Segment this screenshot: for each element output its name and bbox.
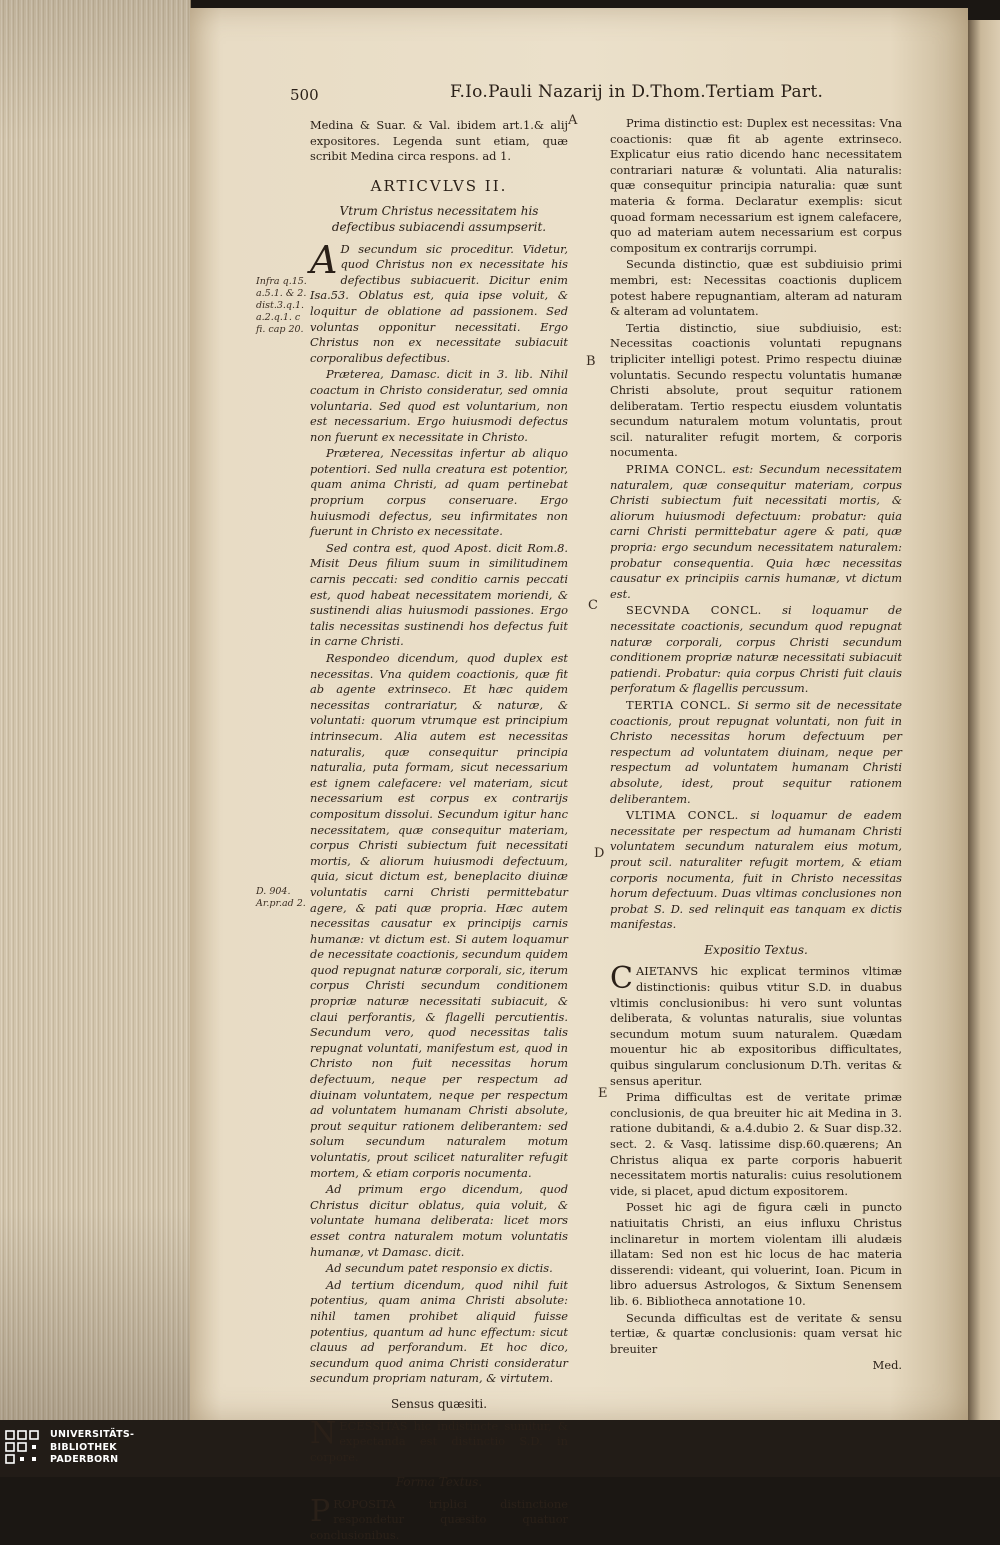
sensus-heading: Sensus quæsiti. — [390, 1396, 488, 1411]
tertia-conclusio — [610, 698, 902, 807]
prima-distinctio: Prima distinctio est: Duplex est necessitas: Vna coactionis: quæ fit ab agente extrinseco. Explicatur eius ratio dicendo hanc necessitatem contrariari naturæ & voluntati. Alia naturalis: quæ consequitur principia naturalia: quæ sunt materia & forma. Declaratur exemplis: sicut quoad formam necessarium est ignem calefacere, quo ad materiam autem necessarium est corpus compositum ex contrarijs corrumpi. — [610, 116, 902, 255]
page-header — [290, 82, 980, 116]
dropcap-p: P — [310, 1493, 331, 1529]
facing-page-edge — [968, 20, 1000, 1420]
library-logo-icon — [2, 1427, 46, 1471]
secunda-distinctio: Secunda distinctio, quæ est subdiuisio primi membri, est: Necessitas coactionis duplicem potest habere repugnantiam, alteram ad naturam & alteram ad voluntatem. — [610, 257, 902, 319]
vltima-conclusio — [610, 808, 902, 933]
section-letter-b: B — [586, 354, 596, 369]
forma-heading: Forma Textus. — [395, 1475, 483, 1490]
objection-3: Præterea, Necessitas infertur ab aliquo potentiori. Sed nulla creatura est potentior, quam anima Christi, ad quam pertinebat proprium corpus conseruare. Ergo huiusmodi defectus, seu infirmitates non fuerunt in Christo ex necessitate. — [310, 446, 568, 539]
expositio-text — [610, 961, 902, 1089]
right-column — [610, 116, 902, 1375]
secunda-conclusio — [610, 603, 902, 697]
forma-text — [310, 1493, 568, 1544]
library-name-line-3: PADERBORN — [50, 1454, 119, 1465]
dropcap-a: A — [310, 237, 338, 282]
running-head: F.Io.Pauli Nazarij in D.Thom.Tertiam Part. — [450, 82, 824, 102]
conclusio-lead: VLTIMA CONCL. — [626, 808, 739, 823]
library-logo-text — [50, 1429, 134, 1467]
objection-1-text: D secundum sic proceditur. Videtur, quod Christus non ex necessitate his defectibus subiacuerit. Dicitur enim Isa.53. Oblatus est, quia ipse voluit, & loquitur de oblatione ad passionem. Sed voluntas opponitur necessitati. Ergo Christus non ex necessitate subiacuit corporalibus defectibus. — [310, 241, 568, 365]
book-fore-edge — [0, 0, 191, 1420]
book-page — [190, 8, 968, 1543]
library-name-line-2: BIBLIOTHEK — [50, 1441, 117, 1453]
prima-conclusio — [610, 462, 902, 602]
section-letter-e: E — [598, 1086, 608, 1101]
tertia-distinctio: Tertia distinctio, siue subdiuisio, est: Necessitas coactionis voluntati repugnans tripliciter intelligi potest. Primo respectu diuinæ voluntatis. Secundo respectu voluntatis humanæ Christi absolute, prout sequitur rationem deliberatam. Tertio respectu eiusdem voluntatis secundum naturalem motum voluntatis, prout scil. naturaliter refugit mortem, & corporis nocumenta. — [610, 320, 902, 460]
ad-primum: Ad primum ergo dicendum, quod Christus dicitur oblatus, quia voluit, & voluntate humana deliberata: licet mors esset contra naturalem motum voluntatis humanæ, vt Damasc. dicit. — [310, 1182, 568, 1259]
ad-tertium: Ad tertium dicendum, quod nihil fuit potentius, quam anima Christi absolute: nihil tamen prohibet aliquid fuisse potentius, quantum ad hunc effectum: sicut clauus ad perforandum. Et hoc dico, secundum quod anima Christi consideratur secundum propriam naturam, & virtutem. — [310, 1277, 568, 1386]
conclusio-lead: SECVNDA CONCL. — [626, 603, 762, 618]
objection-2: Præterea, Damasc. dicit in 3. lib. Nihil coactum in Christo consideratur, sed omnia voluntaria. Sed quod est voluntarium, non est necessarium. Ergo huiusmodi defectus non fuerunt ex necessitate in Christo. — [310, 367, 568, 444]
forma-body: ROPOSITA triplici distinctione respondetur quæsito quatuor conclusionibus. — [310, 1496, 568, 1543]
left-column — [310, 118, 568, 1545]
dropcap-c: C — [610, 961, 633, 997]
article-question: Vtrum Christus necessitatem his defectibus subiacendi assumpserit. — [331, 204, 547, 234]
section-letter-d: D — [594, 846, 605, 861]
prima-difficultas: Prima difficultas est de veritate primæ conclusionis, de qua breuiter hic ait Medina in 3. ratione dubitandi, & a.4.dubio 2. & Suar disp.32. sect. 2. & Vasq. latissime disp.60.quærens; An Christus aliqua ex parte corporis habuerit necessitatem mortis naturalis: cuius resolutionem vide, si placet, apud dictum expositorem. — [610, 1090, 902, 1198]
margin-note-text: Infra q.15. a.5.1. & 2. dist.3.q.1. a.2.q.1. c fi. cap 20. — [256, 276, 307, 335]
conclusio-lead: PRIMA CONCL. — [626, 462, 727, 477]
page-number: 500 — [290, 86, 319, 104]
conclusio-text: si loquamur de eadem necessitate per respectum ad humanam Christi voluntatem secundum naturalem eius motum, prout scil. naturaliter refugit mortem, & etiam corporis nocumenta, fuit in Christo necessitas horum defectuum. Duas vltimas conclusiones non probat S. D. sed relinquit eas tanquam ex dictis manifestas. — [610, 808, 902, 932]
conclusio-text: est: Secundum necessitatem naturalem, quæ consequitur materiam, corpus Christi subiectum fuit necessitati mortis, & aliorum huiusmodi defectuum: probatur: quia carni Christi permittebatur agere & pati, quæ propria: ergo secundum necessitatem naturalem: probatur consequentia. Quia hæc necessitas causatur ex principiis carnis humanæ, vt dictum est. — [610, 462, 903, 601]
catchword: Med. — [872, 1358, 902, 1373]
library-name-line-1: UNIVERSITÄTS- — [50, 1429, 135, 1440]
expositio-heading: Expositio Textus. — [704, 942, 808, 957]
sed-contra: Sed contra est, quod Apost. dicit Rom.8. Misit Deus filium suum in similitudinem carnis peccati: sed conditio carnis peccati est, quod habeat necessitatem moriendi, & sustinendi alias huiusmodi passiones. Ergo talis necessitas sustinendi hos defectus fuit in carne Christi. — [310, 540, 568, 649]
respondeo: Respondeo dicendum, quod duplex est necessitas. Vna quidem coactionis, quæ fit ab agente extrinseco. Et hæc quidem necessitas contrariatur, & naturæ, & voluntati: quorum vtrumque est principium intrinsecum. Alia autem est necessitas naturalis, quæ consequitur principia naturalia, puta formam, sicut necessarium est ignem calefacere: vel materiam, sicut necessarium est corpus ex contrarijs compositum dissolui. Secundum igitur hanc necessitatem, quæ consequitur materiam, corpus Christi subiectum fuit necessitati mortis, & aliorum huiusmodi defectuum, quia, sicut dictum est, beneplacito diuinæ voluntatis carni Christi permittebatur agere, & pati quæ propria. Hæc autem necessitas causatur ex principijs carnis humanæ: vt dictum est. Si autem loquamur de necessitate coactionis, secundum quidem quod repugnat naturæ corporali, sic, iterum corpus Christi secundum conditionem propriæ naturæ necessitati subiacuit, & claui perforantis, & flagelli percutientis. Secundum vero, quod necessitas talis repugnat voluntati, manifestum est, quod in Christo non fuit necessitas horum defectuum, neque per respectum ad diuinam voluntatem, neque per respectum ad voluntatem humanam Christi absolute, prout sequitur rationem deliberantem: sed solum secundum naturalem motum voluntatis, prout scilicet naturaliter refugit mortem, & etiam corporis nocumenta. — [310, 651, 568, 1180]
margin-note-1 — [256, 276, 312, 336]
ad-secundum: Ad secundum patet responsio ex dictis. — [326, 1261, 553, 1276]
figura-caeli: Posset hic agi de figura cæli in puncto natiuitatis Christi, an eius influxu Christus inclinaretur in mortem violentam illi aludæis illatam: Sed non est hic locus de hac materia disserendi: videant, qui voluerint, Ioan. Picum in libro aduersus Astrologos, & Sixtum Senensem lib. 6. Bibliotheca annotatione 10. — [610, 1200, 902, 1308]
objection-1 — [310, 237, 568, 367]
expositio-body: AIETANVS hic explicat terminos vltimæ distinctionis: quibus vtitur S.D. in duabus vltimis conclusionibus: hi vero sunt voluntas deliberata, & voluntas naturalis, siue voluntas secundum motum suum naturalem. Quædam mouentur hic ab expositoribus difficultates, quibus singularum conclusionum D.Th. veritas & sensus aperitur. — [610, 964, 902, 1088]
sensus-text — [310, 1415, 568, 1466]
conclusio-lead: TERTIA CONCL. — [626, 697, 732, 712]
conclusio-text: Si sermo sit de necessitate coactionis, prout repugnat voluntati, non fuit in Christo necessitas horum defectuum per respectum ad voluntatem diuinam, neque per respectum ad voluntatem humanam Christi absolute, idest, prout sequitur rationem deliberantem. — [610, 697, 903, 806]
section-letter-c: C — [588, 598, 598, 613]
dropcap-n: N — [310, 1415, 337, 1451]
intro-text: Medina & Suar. & Val. ibidem art.1.& alij expositores. Legenda sunt etiam, quæ scribit Medina circa respons. ad 1. — [310, 118, 568, 164]
sensus-body: ECESSITAS hic indistincte sumitur, & expectanda est distinctio S.D. in corpore. — [310, 1418, 568, 1464]
margin-note-text: D. 904. Ar.pr.ad 2. — [256, 886, 306, 909]
section-letter-a: A — [568, 113, 578, 128]
library-logo — [2, 1423, 152, 1475]
article-title: ARTICVLVS II. — [370, 176, 508, 195]
margin-note-2 — [256, 886, 308, 910]
secunda-difficultas: Secunda difficultas est de veritate & sensu tertiæ, & quartæ conclusionis: quam versat hic breuiter — [610, 1310, 902, 1356]
conclusio-text: si loquamur de necessitate coactionis, secundum quod repugnat naturæ corporali, corpus Christi secundum conditionem propriæ naturæ necessitati subiacuit patiendi. Probatur: quia corpus Christi fuit clauis perforatum & flagellis percussum. — [610, 603, 903, 696]
